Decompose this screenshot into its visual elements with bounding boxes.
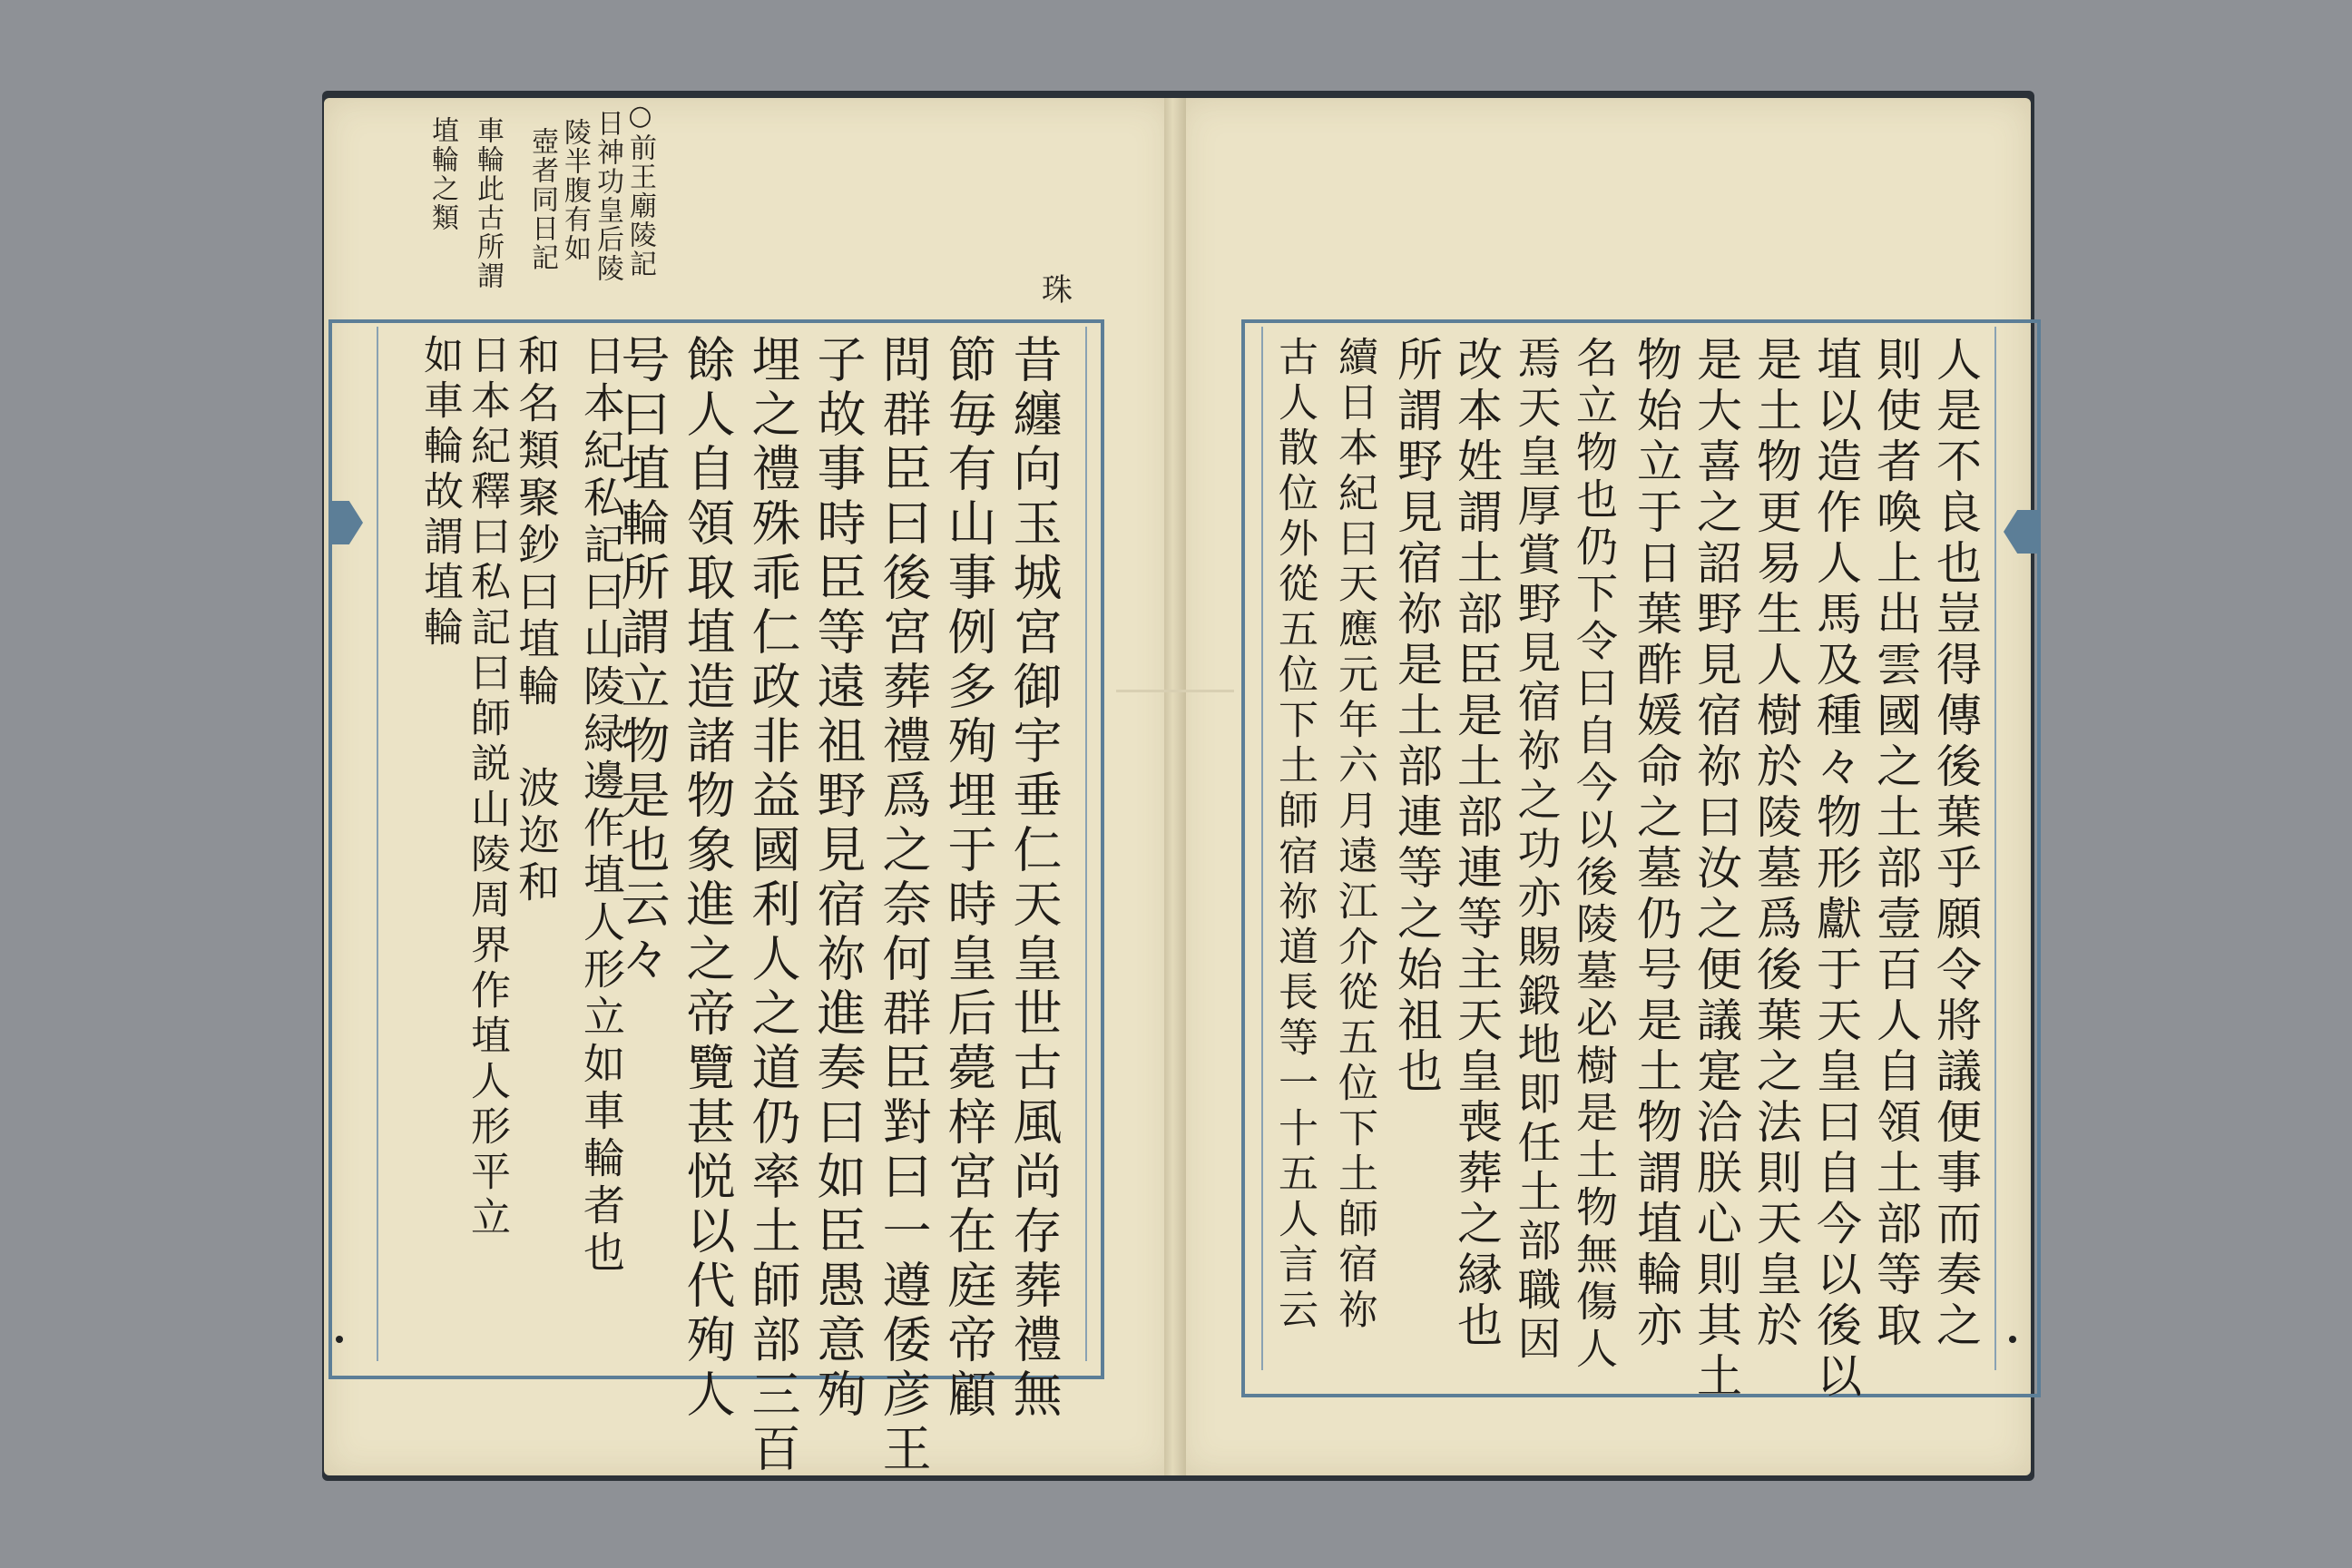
binding-hole [336, 1336, 343, 1343]
text-column: 改本姓謂土部臣是土部連等主天皇喪葬之縁也 [1450, 336, 1503, 1352]
text-column: 如車輪故謂埴輪 [416, 334, 463, 652]
note-line: 車輪此古所謂 [472, 116, 504, 290]
text-column: 則使者喚上出雲國之土部壹百人自領土部等取 [1869, 336, 1922, 1352]
text-column: 人是不良也豈得傳後葉乎願令將議便事而奏之 [1929, 336, 1982, 1352]
text-column: 古人散位外從五位下土師宿祢道長等一十五人言云 [1271, 336, 1318, 1334]
text-column: 問群臣曰後宮葬禮爲之奈何群臣對曰一遵倭彦王 [875, 334, 932, 1477]
note-line: 日神功皇后陵 [592, 109, 623, 283]
note-line: 埴輪之類 [426, 116, 458, 232]
text-column: 子故事時臣等遠祖野見宿祢進奏曰如臣愚意殉 [809, 334, 867, 1423]
text-column: 節毎有山事例多殉埋于時皇后薨梓宮在庭帝顧 [940, 334, 997, 1423]
binding-thread [1116, 690, 1234, 692]
binding-hole [2009, 1336, 2016, 1343]
page-marker: 珠 [1042, 272, 1073, 309]
text-column: 物始立于日葉酢媛命之墓仍号是土物謂埴輪亦 [1630, 336, 1682, 1352]
note-line: ○前王廟陵記 [624, 100, 656, 279]
book-gutter [1164, 98, 1186, 1475]
column-rule [1261, 327, 1263, 1370]
text-column: 是土物更易生人樹於陵墓爲後葉之法則天皇於 [1749, 336, 1802, 1352]
text-column: 埴以造作人馬及種々物形獻于天皇曰自今以後以 [1809, 336, 1862, 1403]
text-column: 日本紀私記曰山陵緑邊作埴人形立如車輪者也 [577, 334, 626, 1278]
column-rule [1994, 327, 1996, 1370]
text-column: 焉天皇厚賞野見宿祢之功亦賜鍛地即任土部職因 [1510, 336, 1561, 1365]
column-rule [377, 327, 378, 1361]
text-column: 是大喜之詔野見宿祢曰汝之便議寔洽朕心則其土 [1690, 336, 1742, 1403]
text-column: 号曰埴輪所謂立物是也云々 [613, 334, 671, 987]
text-column: 餘人自領取埴造諸物象進之帝覽甚悦以代殉人 [679, 334, 736, 1423]
text-column: 名立物也仍下令曰自今以後陵墓必樹是土物無傷人 [1570, 336, 1619, 1374]
text-column: 所謂野見宿祢是土部連等之始祖也 [1390, 336, 1443, 1098]
text-column: 埋之禮殊乖仁政非益國利人之道仍率土師部三百 [744, 334, 801, 1477]
text-column: 續日本紀曰天應元年六月遠江介從五位下土師宿祢 [1331, 336, 1377, 1334]
text-column: 昔纏向玉城宮御宇垂仁天皇世古風尚存葬禮無 [1005, 334, 1063, 1423]
text-column: 和名類聚鈔曰埴輪 波迩和 [512, 334, 561, 907]
note-line: 壺者同日記 [526, 127, 558, 272]
note-line: 陵半腹有如 [559, 118, 591, 263]
column-rule [1085, 327, 1087, 1361]
text-column: 日本紀釋曰私記曰師説山陵周界作埴人形平立 [464, 334, 510, 1241]
